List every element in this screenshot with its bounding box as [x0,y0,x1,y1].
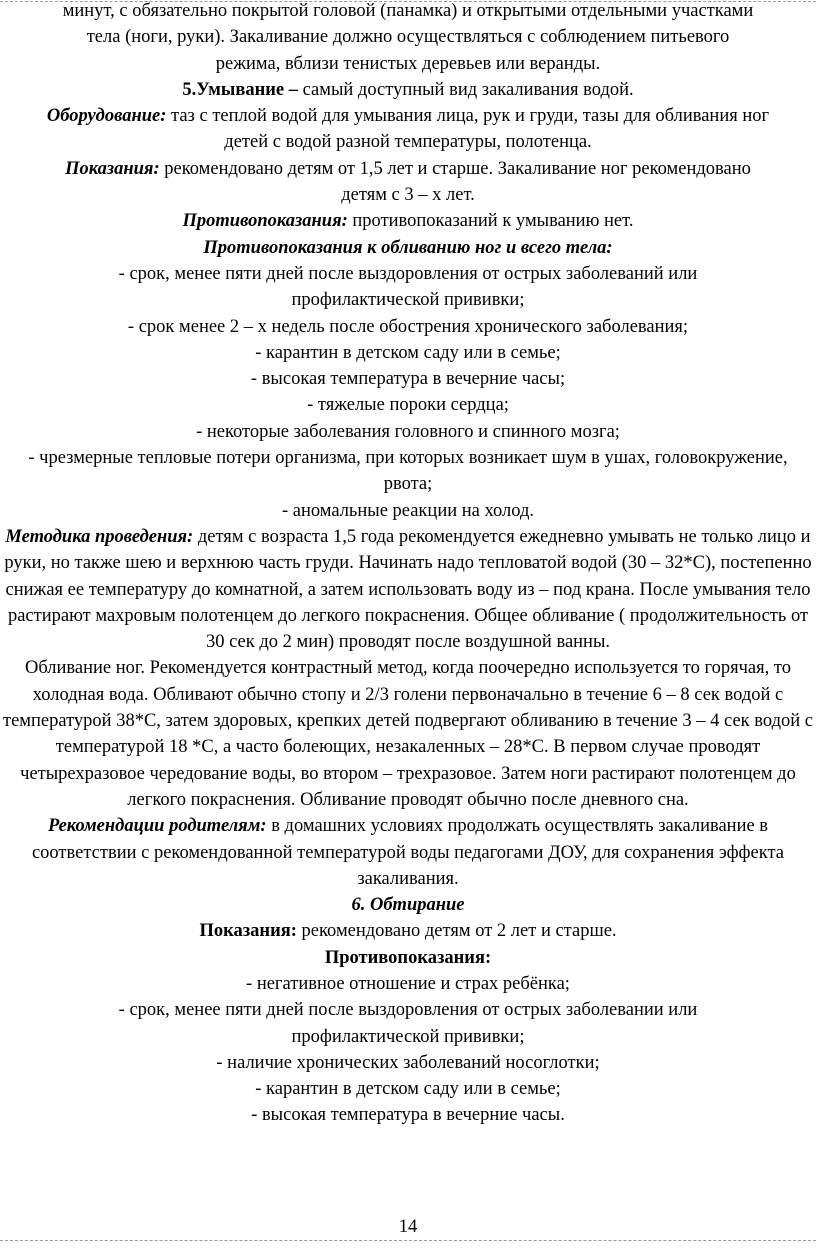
contraindications-douse-heading [0,235,816,261]
method-text: детям с возраста 1,5 года рекомендуется ежедневно умывать не только лицо и руки, но также шею и верхнюю часть груди. Начинать надо тепловатой водой (30 – 32*С), постепенно снижая ее температуру до комнатной, а затем использовать воду из – под крана. После умывания тело растирают махровым полотенцем до легкого покраснения. Общее обливание ( продолжительность от 30 сек до 2 мин) проводят после воздушной ванны. [4,526,812,653]
equipment-paragraph [0,103,816,156]
list-item [0,340,816,366]
feet-dousing-text: Обливание ног. Рекомендуется контрастный метод, когда поочередно используется то горячая, то холодная вода. Обливают обычно стопу и 2/3 голени первоначально в течение 6 – 8 сек водой с температурой 38*С, затем здоровых, крепких детей подвергают обливанию в течение 3 – 4 сек водой с температурой 18 *С, а часто болеющих, незакаленных – 28*С. В первом случае проводят четырехразовое чередование воды, во втором – трехразовое. Затем ноги растирают полотенцем до легкого покраснения. Обливание проводят обычно после дневного сна. [2,658,814,810]
intro-paragraph [0,0,816,77]
page-number: 14 [398,1217,418,1237]
list-item [0,971,816,997]
list-item-text: - срок менее 2 – х недель после обострения хронического заболевания; [127,316,689,337]
method-label: Методика проведения: [5,526,194,547]
method-paragraph [0,524,816,655]
section-6-contraindications-label: Противопоказания: [324,947,492,968]
indications-paragraph [0,156,816,209]
contraindications-douse-title: Противопоказания к обливанию ног и всего тела: [203,237,613,258]
parents-recommendations-text: в домашних условиях продолжать осуществлять закаливание в соответствии с рекомендованной температурой воды педагогами ДОУ, для сохранения эффекта закаливания. [31,816,785,889]
bottom-page-border [0,1240,816,1241]
section-6-title: 6. Обтирание [351,895,465,916]
list-item [0,1050,816,1076]
list-item [0,419,816,445]
equipment-text: таз с теплой водой для умывания лица, рук и груди, тазы для обливания ног детей с водой разной температуры, полотенца. [166,106,770,153]
list-item-text: - высокая температура в вечерние часы. [251,1105,565,1126]
section-6-heading [0,892,816,918]
list-item-text: - тяжелые пороки сердца; [307,395,509,416]
list-item-text: - чрезмерные тепловые потери организма, при которых возникает шум в ушах, головокружение, рвота; [28,448,788,495]
list-item [0,1076,816,1102]
section-6-indications-label: Показания: [199,921,297,942]
list-item [0,1102,816,1128]
list-item [0,392,816,418]
list-item [0,366,816,392]
list-item-text: - высокая температура в вечерние часы; [250,369,566,390]
intro-text: минут, с обязательно покрытой головой (панамка) и открытыми отдельными участками тела (ноги, руки). Закаливание должно осуществляться с соблюдением питьевого режима, вблизи тенистых деревьев или веранды. [62,1,754,74]
indications-label: Показания: [65,158,160,179]
section-5-desc: самый доступный вид закаливания водой. [297,79,634,100]
equipment-label: Оборудование: [46,106,167,127]
section-5-title: 5.Умывание – [182,79,298,100]
list-item-text: - наличие хронических заболеваний носоглотки; [216,1052,600,1073]
list-item-text: - срок, менее пяти дней после выздоровления от острых заболеваний или профилактической прививки; [118,263,698,311]
parents-recommendations-paragraph [0,813,816,892]
list-item-text: - карантин в детском саду или в семье; [255,342,561,363]
list-item-text: - срок, менее пяти дней после выздоровления от острых заболевании или профилактической прививки; [118,1000,698,1047]
list-item-text: - аномальные реакции на холод. [281,500,535,521]
section-5-heading [0,77,816,103]
contraindications-paragraph [0,208,816,234]
indications-text: рекомендовано детям от 1,5 лет и старше. Закаливание ног рекомендовано детям с 3 – х лет. [159,158,751,206]
parents-recommendations-label: Рекомендации родителям: [47,816,267,837]
list-item-text: - некоторые заболевания головного и спинного мозга; [196,421,620,442]
section-6-indications-text: рекомендовано детям от 2 лет и старше. [296,921,617,942]
list-item-text: - карантин в детском саду или в семье; [255,1079,561,1100]
list-item [0,498,816,524]
list-item [0,445,816,498]
section-6-indications [0,918,816,944]
section-6-contraindications-heading [0,945,816,971]
list-item [0,314,816,340]
contraindications-label: Противопоказания: [182,211,348,232]
list-item-text: - негативное отношение и страх ребёнка; [246,973,570,994]
feet-dousing-paragraph [0,655,816,813]
list-item [0,261,816,314]
contraindications-text: противопоказаний к умыванию нет. [347,211,634,232]
list-item [0,997,816,1050]
